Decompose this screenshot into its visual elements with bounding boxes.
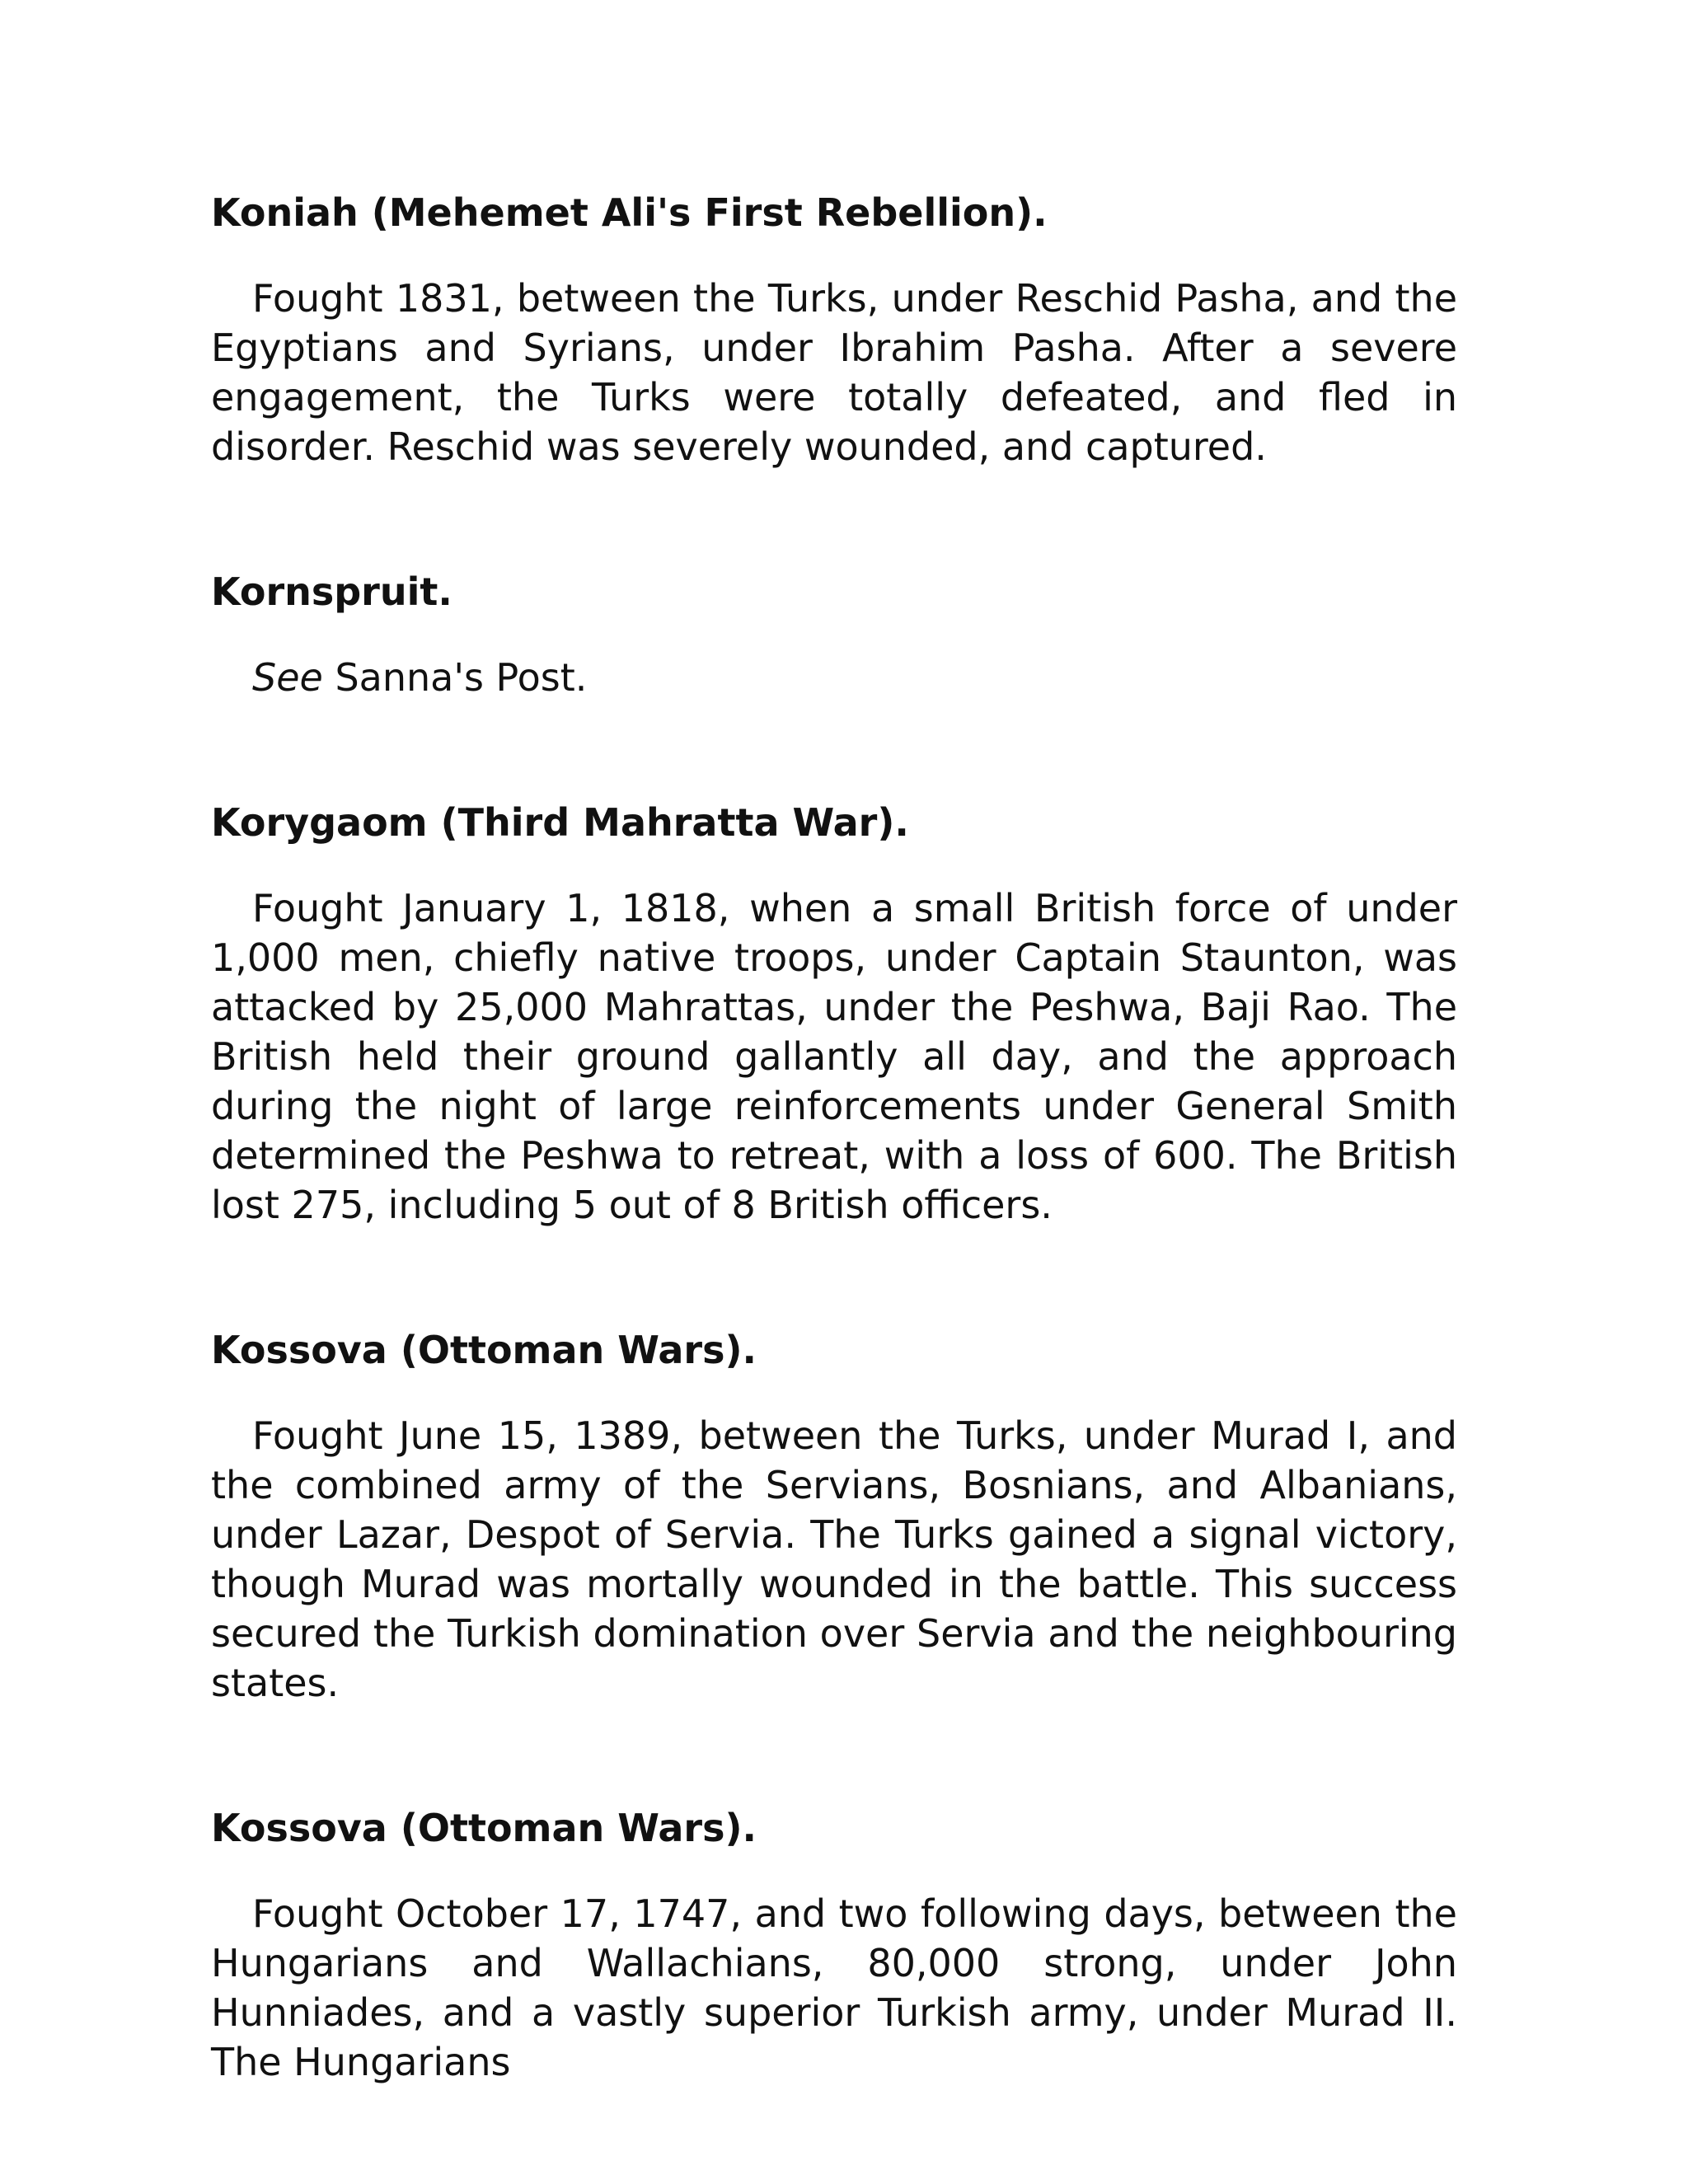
entry-title: Korygaom (Third Mahratta War).: [211, 800, 909, 845]
entry-title: Koniah (Mehemet Ali's First Rebellion).: [211, 190, 1048, 235]
entry-title: Kossova (Ottoman Wars).: [211, 1328, 757, 1372]
entry-title: Kossova (Ottoman Wars).: [211, 1806, 757, 1850]
entry-korygaom: [211, 798, 1457, 1230]
cross-reference: [211, 653, 1457, 702]
entry-koniah: [211, 188, 1457, 471]
entry-body: Fought October 17, 1747, and two following days, between the Hungarians and Wallachians, 80,000 strong, under John Hunniades, and a vastly superior Turkish army, under Murad II. The Hungarians: [211, 1891, 1457, 2084]
entry-kossova-1389: [211, 1325, 1457, 1708]
see-label: See: [252, 655, 323, 700]
entry-kossova-1747: [211, 1803, 1457, 2087]
see-target: Sanna's Post.: [335, 655, 588, 700]
entry-body: Fought 1831, between the Turks, under Reschid Pasha, and the Egyptians and Syrians, under Ibrahim Pasha. After a severe engagement, the Turks were totally defeated, and fled in disorder. Reschid was severely wounded, and captured.: [211, 276, 1457, 469]
entry-body: Fought January 1, 1818, when a small British force of under 1,000 men, chiefly native troops, under Captain Staunton, was attacked by 25,000 Mahrattas, under the Peshwa, Baji Rao. The British held their ground gallantly all day, and the approach during the night of large reinforcements under General Smith determined the Peshwa to retreat, with a loss of 600. The British lost 275, including 5 out of 8 British officers.: [211, 886, 1457, 1227]
entry-kornspruit: [211, 567, 1457, 702]
document-page: [211, 188, 1457, 2087]
entry-body: Fought June 15, 1389, between the Turks, under Murad I, and the combined army of the Servians, Bosnians, and Albanians, under Lazar, Despot of Servia. The Turks gained a signal victory, though Murad was mortally wounded in the battle. This success secured the Turkish domination over Servia and the neighbouring states.: [211, 1413, 1457, 1705]
entry-title: Kornspruit.: [211, 569, 452, 614]
